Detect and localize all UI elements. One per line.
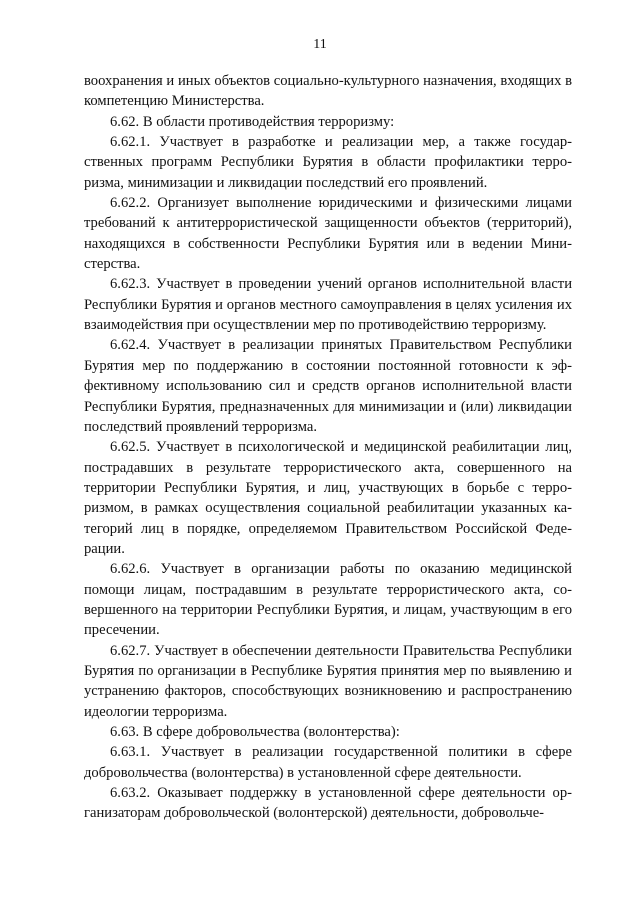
paragraph-6-62-5: 6.62.5. Участвует в психологической и медицинской реабилитации лиц, пострадавших в результате террористического акта, совершенного на территории Республики Бурятия, и лиц, участвующих в борьбе с терроризмом, в рамках осуществления социальной реабилитации указанных категорий лиц в порядке, определяемом Правительством Российской Федерации. <box>84 439 572 557</box>
paragraph-6-62-4: 6.62.4. Участвует в реализации принятых Правительством Республики Бурятия мер по поддержанию в состоянии постоянной готовности к эффективному использованию сил и средств органов исполнительной власти Республики Бурятия, предназначенных для минимизации и (или) ликвидации последствий проявлений терроризма. <box>84 337 572 435</box>
paragraph-6-62-1: 6.62.1. Участвует в разработке и реализации мер, а также государственных программ Республики Бурятия в области профилактики терроризма, минимизации и ликвидации последствий его проявлений. <box>84 134 572 191</box>
document-body <box>84 71 572 824</box>
paragraph-6-63-2: 6.63.2. Оказывает поддержку в установленной сфере деятельности организаторам добровольческой (волонтерской) деятельности, добровольче- <box>84 785 572 822</box>
paragraph-continuation: воохранения и иных объектов социально-культурного назначения, входящих в компетенцию Министерства. <box>84 73 572 110</box>
paragraph-6-62-3: 6.62.3. Участвует в проведении учений органов исполнительной власти Республики Бурятия и органов местного самоуправления в целях усиления их взаимодействия при осуществлении мер по противодействию терроризму. <box>84 276 572 334</box>
page-number: 11 <box>313 37 327 52</box>
paragraph-6-62-2: 6.62.2. Организует выполнение юридическими и физическими лицами требований к антитеррористической защищенности объектов (территорий), находящихся в собственности Республики Бурятия или в ведении Министерства. <box>84 195 572 273</box>
paragraph-6-63-1: 6.63.1. Участвует в реализации государственной политики в сфере добровольчества (волонтерства) в установленной сфере деятельности. <box>84 744 572 781</box>
paragraph-6-63-heading: 6.63. В сфере добровольчества (волонтерства): <box>110 724 400 740</box>
paragraph-6-62-7: 6.62.7. Участвует в обеспечении деятельности Правительства Республики Бурятия по организации в Республике Бурятия принятия мер по выявлению и устранению факторов, способствующих возникновению и распространению идеологии терроризма. <box>84 642 572 720</box>
paragraph-6-62-heading: 6.62. В области противодействия терроризму: <box>110 113 395 130</box>
paragraph-6-62-6: 6.62.6. Участвует в организации работы по оказанию медицинской помощи лицам, пострадавшим в результате террористического акта, совершенного на территории Республики Бурятия, и лицам, участвующим в его пресечении. <box>84 561 572 639</box>
